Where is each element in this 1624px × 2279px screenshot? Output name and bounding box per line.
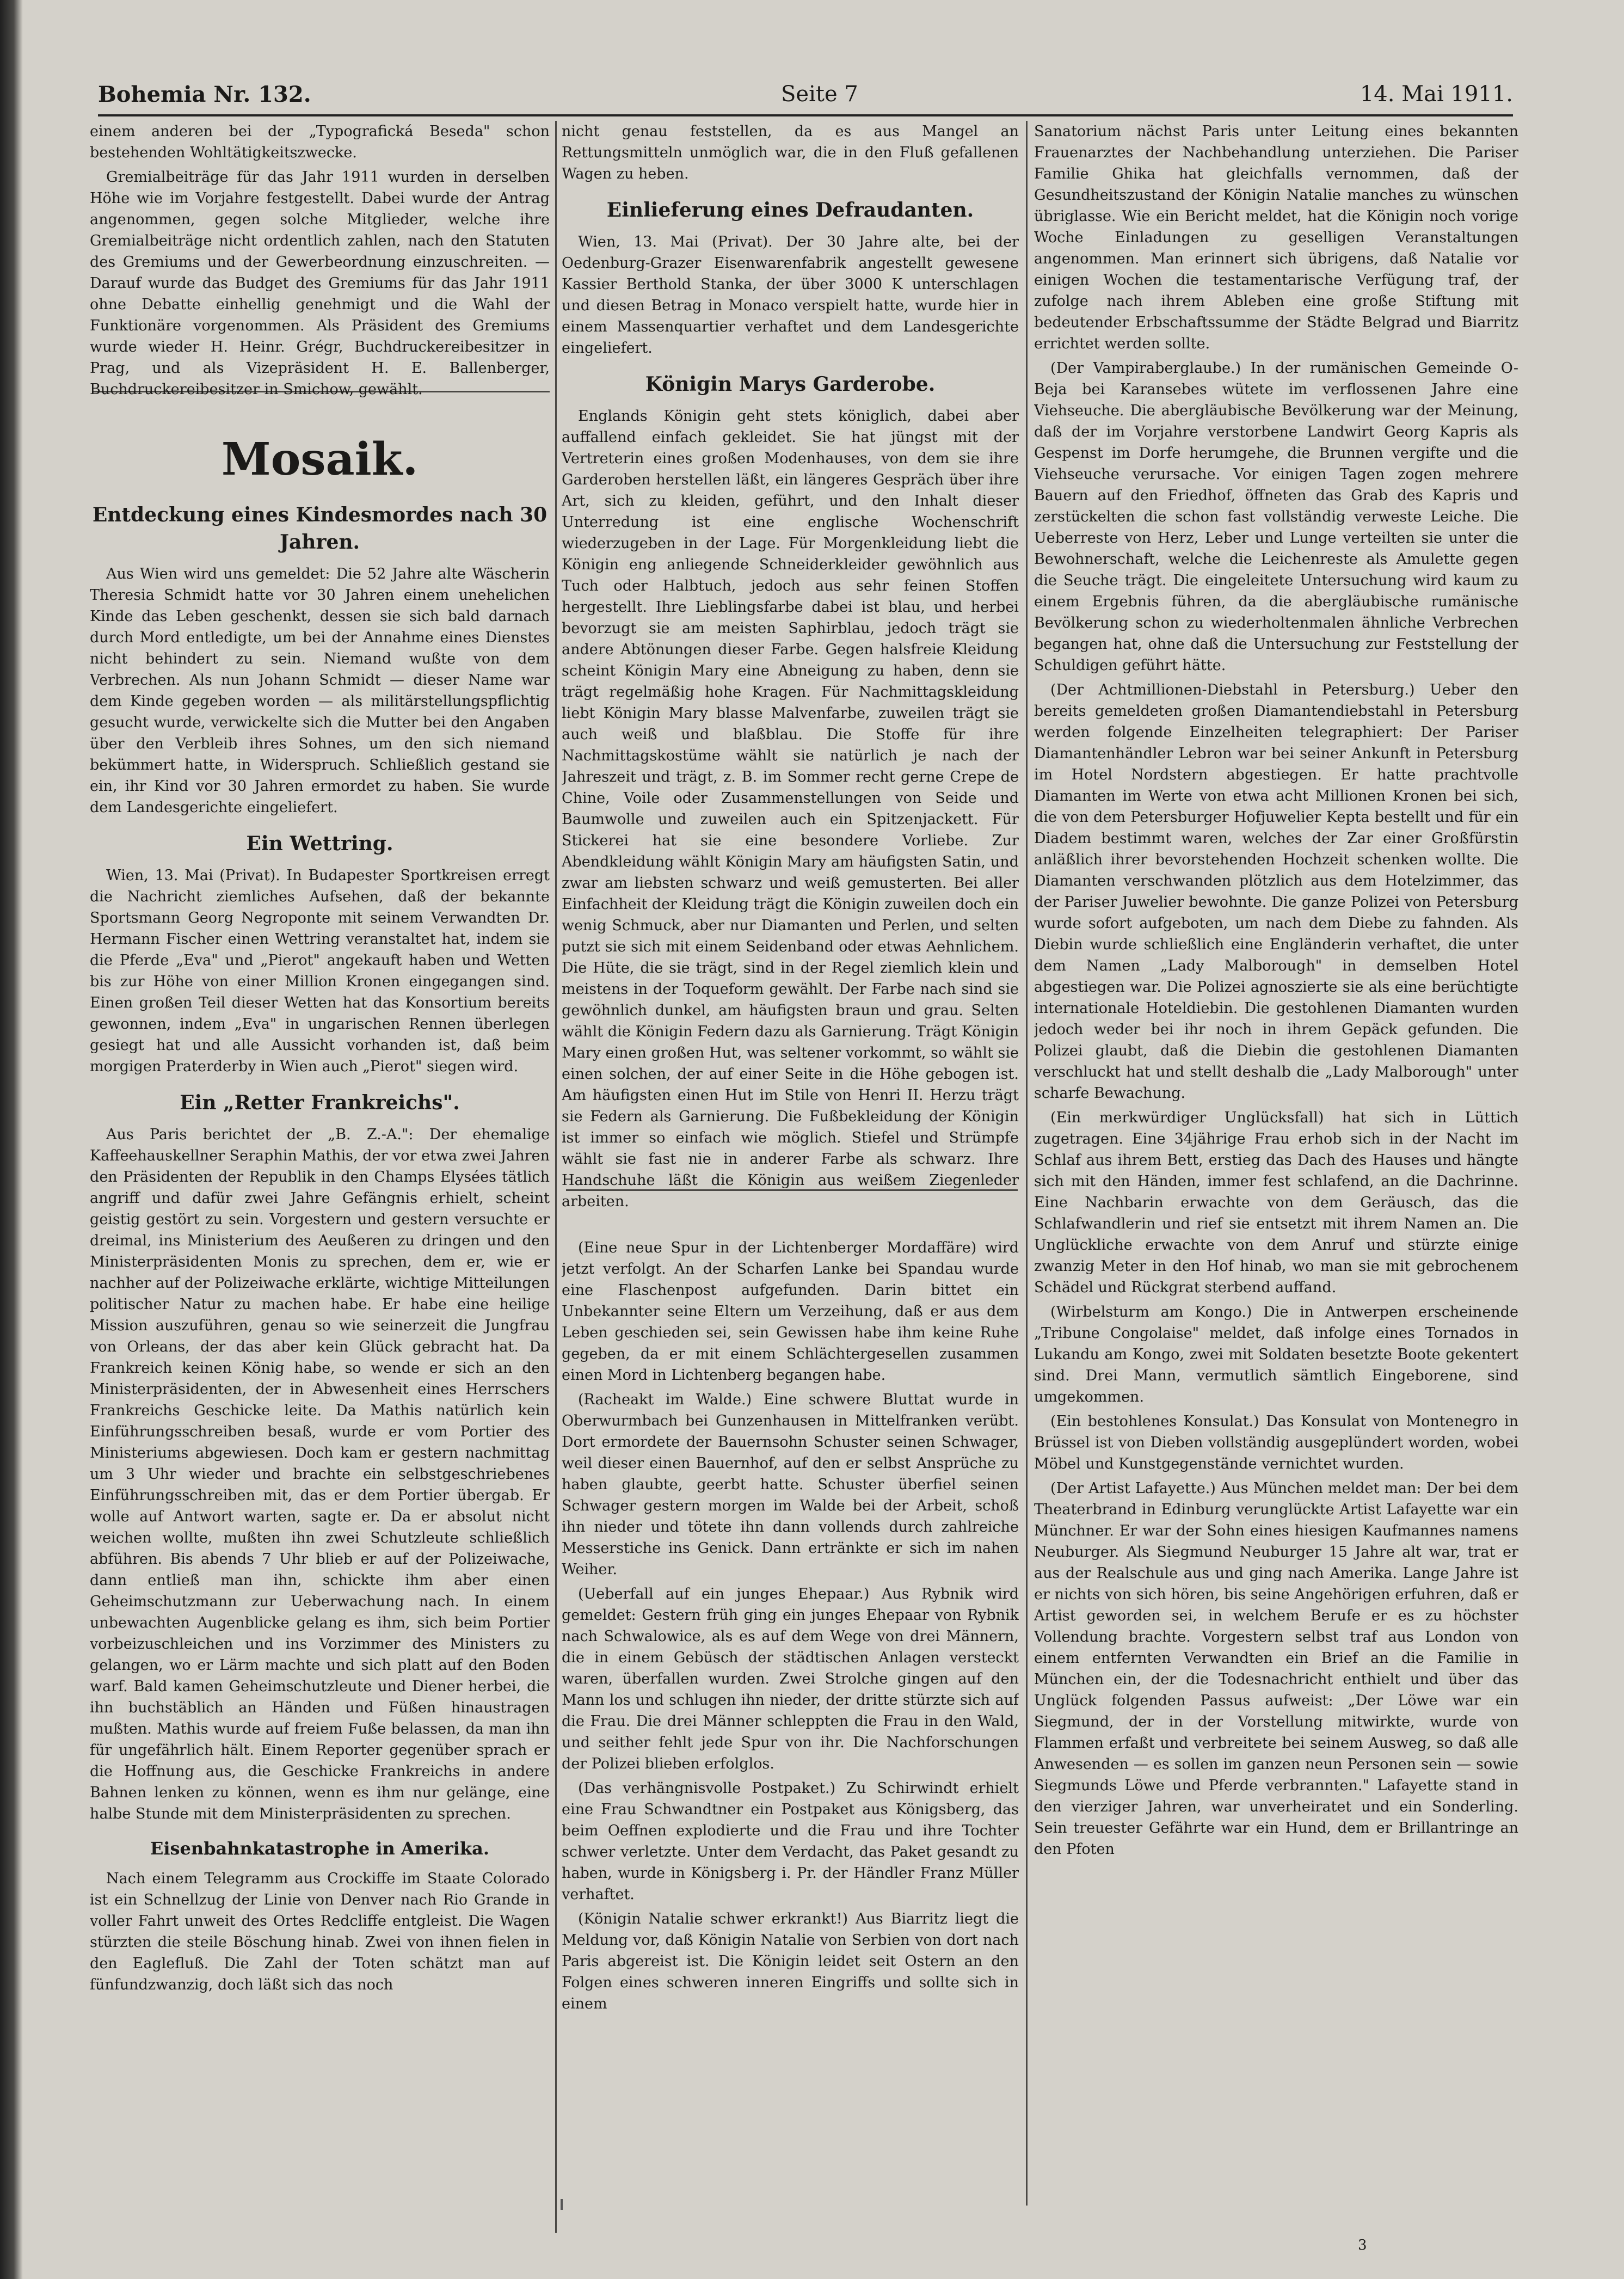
column-rule-1 <box>555 121 557 2233</box>
news-item: (Racheakt im Walde.) Eine schwere Bluttat wurde in Oberwurmbach bei Gunzenhausen in Mittelfranken verübt. Dort ermordete der Bauernsohn Schuster seinen Schwager, weil dieser einen Bauernhof, auf den er selbst Ansprüche zu haben glaubte, geerbt hatte. Schuster überfiel seinen Schwager gestern morgen im Walde bei der Arbeit, schoß ihn nieder und tötete ihn dann vollends durch zahlreiche Messerstiche ins Genick. Dann ertränkte er sich im nahen Weiher. <box>562 1391 1019 1578</box>
article-title-kindesmord: Entdeckung eines Kindesmordes nach 30 Jahren. <box>92 503 548 554</box>
page-number: Seite 7 <box>781 82 858 107</box>
article-kindesmord: Aus Wien wird uns gemeldet: Die 52 Jahre alte Wäscherin Theresia Schmidt hatte vor 30 Jahren einem unehelichen Kinde das Leben geschenkt, dessen sie sich bald darnach durch Mord entledigte, um bei der Annahme eines Dienstes nicht behindert zu sein. Niemand wußte von dem Verbrechen. Als nun Johann Schmidt — dieser Name war dem Kinde gegeben worden — als militärstellungspflichtig gesucht wurde, verwickelte sich die Mutter bei den Angaben über den Verbleib ihres Sohnes, um den sich niemand bekümmert hatte, in Widerspruch. Schließlich gestand sie ein, ihr Kind vor 30 Jahren ermordet zu haben. Sie wurde dem Landesgerichte eingeliefert. <box>90 566 550 816</box>
article-wettring: Wien, 13. Mai (Privat). In Budapester Sportkreisen erregt die Nachricht ziemliches Aufsehen, daß der bekannte Sportsmann Georg Negroponte mit seinem Verwandten Dr. Hermann Fischer einen Wettring veranstaltet hat, indem sie die Pferde „Eva" und „Pierot" angekauft haben und Wetten bis zur Höhe von einer Million Kronen eingegangen sind. Einen großen Teil dieser Wetten hat das Konsortium bereits gewonnen, indem „Eva" in ungarischen Rennen überlegen gesiegt hat und alle Aussicht vorhanden ist, daß beim morgigen Praterderby in Wien auch „Pierot" siegen wird. <box>90 867 550 1075</box>
article-title-defraudant: Einlieferung eines Defraudanten. <box>606 199 974 222</box>
issue-date: 14. Mai 1911. <box>1360 82 1513 107</box>
column-rule-2 <box>1026 121 1028 2206</box>
news-item: (Ueberfall auf ein junges Ehepaar.) Aus Rybnik wird gemeldet: Gestern früh ging ein junges Ehepaar von Rybnik nach Schwalowice, als es auf dem Wege von drei Männern, die in einem Gebüsch der städtischen Anlagen versteckt waren, überfallen wurden. Zwei Strolche gingen auf den Mann los und schlugen ihn nieder, der dritte stürzte sich auf die Frau. Die drei Männer schleppten die Frau in den Wald, und seither fehlt jede Spur von ihr. Die Nachforschungen der Polizei blieben erfolglos. <box>562 1586 1019 1772</box>
news-item: (Eine neue Spur in der Lichtenberger Mordaffäre) wird jetzt verfolgt. An der Scharfen Lanke bei Spandau wurde eine Flaschenpost aufgefunden. Darin bittet ein Unbekannter seine Eltern um Verzeihung, daß er aus dem Leben geschieden sei, sein Gewissen habe ihm keine Ruhe gegeben, da er mit einem Schlächtergesellen zusammen einen Mord in Lichtenberg begangen habe. <box>562 1239 1019 1384</box>
col1-intro-1: einem anderen bei der „Typografická Beseda" schon bestehenden Wohltätigkeitszwecke. <box>90 123 550 161</box>
article-title-retter: Ein „Retter Frankreichs". <box>180 1091 460 1114</box>
news-item: (Ein bestohlenes Konsulat.) Das Konsulat von Montenegro in Brüssel ist von Dieben vollständig ausgeplündert worden, wobei Möbel und Kunstgegenstände vernichtet wurden. <box>1034 1413 1518 1472</box>
article-garderobe: Englands Königin geht stets königlich, dabei aber auffallend einfach gekleidet. Sie hat jüngst mit der Vertreterin eines großen Modenhauses, von dem sie ihre Garderoben herstellen läßt, ein längeres Gespräch über ihre Art, sich zu kleiden, geführt, und den Inhalt dieser Unterredung ist eine englische Wochenschrift wiederzugeben in der Lage. Für Morgenkleidung liebt die Königin eng anliegende Schneiderkleider gewöhnlich aus Tuch oder Halbtuch, jedoch aus sehr feinen Stoffen hergestellt. Ihre Lieblingsfarbe dabei ist blau, und herbei bevorzugt sie am meisten Saphirblau, jedoch trägt sie andere Abtönungen dieser Farbe. Gegen halsfreie Kleidung scheint Königin Mary eine Abneigung zu haben, denn sie trägt regelmäßig hohe Kragen. Für Nachmittagskleidung liebt Königin Mary blasse Malvenfarbe, zuweilen trägt sie auch weiß und blaßblau. Die Stoffe für ihre Nachmittagskostüme wählt sie natürlich je nach der Jahreszeit und trägt, z. B. im Sommer recht gerne Crepe de Chine, Voile oder Zusammenstellungen von Seide und Baumwolle und zuweilen auch ein Spitzenjackett. Für Stickerei hat sie eine besondere Vorliebe. Zur Abendkleidung wählt Königin Mary am häufigsten Satin, und zwar am liebsten schwarz und weiß gemusterten. Bei aller Einfachheit der Kleidung trägt die Königin zuweilen doch ein wenig Schmuck, aber nur Diamanten und Perlen, und selten putzt sie sich mit einem Seidenband oder etwas Aehnlichem. Die Hüte, die sie trägt, sind in der Regel ziemlich klein und meistens in der Toqueform gewählt. Der Farbe nach sind sie gewöhnlich dunkel, am häufigsten braun und grau. Selten wählt die Königin Federn dazu als Garnierung. Trägt Königin Mary einen großen Hut, was seltener vorkommt, so wählt sie einen solchen, der auf einer Seite in die Höhe gebogen ist. Am häufigsten einen Hut im Stile von Henri II. Herzu trägt sie Federn als Garnierung. Die Fußbekleidung der Königin ist immer so einfach wie möglich. Stiefel und Strümpfe wählt sie fast nie in anderer Farbe als schwarz. Ihre Handschuhe läßt die Königin aus weißem Ziegenleder arbeiten. <box>562 408 1019 1210</box>
news-item: (Der Achtmillionen-Diebstahl in Petersburg.) Ueber den bereits gemeldeten großen Diamantendiebstahl in Petersburg werden folgende Einzelheiten telegraphiert: Der Pariser Diamantenhändler Lebron war bei seiner Ankunft in Petersburg im Hotel Nordstern abgestiegen. Er hatte prachtvolle Diamanten im Werte von etwa acht Millionen Kronen bei sich, die von dem Petersburger Hofjuwelier Kepta bestellt und für ein Diadem bestimmt waren, welches der Zar einer Großfürstin anläßlich ihrer bevorstehenden Hochzeit schenken wollte. Die Diamanten verschwanden plötzlich aus dem Hotelzimmer, das der Pariser Juwelier bewohnte. Die ganze Polizei von Petersburg wurde sofort aufgeboten, um nach dem Diebe zu fahnden. Als Diebin wurde schließlich eine Engländerin verhaftet, die unter dem Namen „Lady Malborough" in demselben Hotel abgestiegen war. Die Polizei agnoszierte sie als eine berüchtigte internationale Hoteldiebin. Die gestohlenen Diamanten wurden jedoch weder bei ihr noch in ihrem Gepäck gefunden. Die Polizei glaubt, daß die Diebin die gestohlenen Diamanten verschluckt hat und stellt deshalb die „Lady Malborough" unter scharfe Bewachung. <box>1034 681 1518 1102</box>
footer-mark: 3 <box>1358 2237 1367 2253</box>
article-retter: Aus Paris berichtet der „B. Z.-A.": Der ehemalige Kaffeehauskellner Seraphin Mathis, der vor etwa zwei Jahren den Präsidenten der Republik in den Champs Elysées tätlich angriff und dafür zwei Jahre Gefängnis erhielt, scheint geistig gestört zu sein. Vorgestern und gestern versuchte er dreimal, ins Ministerium des Aeußeren zu dringen und den Ministerpräsidenten Monis zu sprechen, dem er, wie er nachher auf der Polizeiwache erklärte, wichtige Mitteilungen politischer Natur zu machen habe. Er habe eine heilige Mission auszuführen, genau so wie seinerzeit die Jungfrau von Orleans, der das aber kein Glück gebracht hat. Da Frankreich keinen König habe, so wende er sich an den Ministerpräsidenten, der in Abwesenheit eines Herrschers Frankreichs Geschicke leite. Da Mathis natürlich kein Einführungsschreiben besaß, wurde er vom Portier des Ministeriums abgewiesen. Doch kam er gestern nachmittag um 3 Uhr wieder und brachte ein selbstgeschriebenes Einführungsschreiben mit, das er dem Portier übergab. Er wolle auf Antwort warten, sagte er. Da er absolut nicht weichen wollte, mußten ihn zwei Schutzleute schließlich abführen. Bis abends 7 Uhr blieb er auf der Polizeiwache, dann entließ man ihn, schickte ihm aber einen Geheimschutzmann zur Ueberwachung nach. In einem unbewachten Augenblicke gelang es ihm, sich beim Portier vorbeizuschleichen und ins Vorzimmer des Ministers zu gelangen, wo er Lärm machte und sich platt auf den Boden warf. Bald kamen Geheimschutzleute und Diener herbei, die ihn buchstäblich an Händen und Füßen hinaustragen mußten. Mathis wurde auf freiem Fuße belassen, da man ihn für ungefährlich hält. Einem Reporter gegenüber sprach er die Hoffnung aus, die Geschicke Frankreichs in andere Bahnen lenken zu können, wenn es ihm nur gelänge, eine halbe Stunde mit dem Ministerpräsidenten zu sprechen. <box>90 1126 550 1822</box>
col2-intro: nicht genau feststellen, da es aus Mangel an Rettungsmitteln unmöglich war, die in den Fluß gefallenen Wagen zu heben. <box>562 123 1019 182</box>
article-eisenbahn: Nach einem Telegramm aus Crockiffe im Staate Colorado ist ein Schnellzug der Linie von Denver nach Rio Grande in voller Fahrt unweit des Ortes Redcliffe entgleist. Die Wagen stürzten die steile Böschung hinab. Zwei von ihnen fielen in den Eaglefluß. Die Zahl der Toten schätzt man auf fünfundzwanzig, doch läßt sich das noch <box>90 1870 550 1993</box>
print-mark <box>561 2199 563 2210</box>
news-item: (Das verhängnisvolle Postpaket.) Zu Schirwindt erhielt eine Frau Schwandtner ein Postpaket aus Königsberg, das beim Oeffnen explodierte und die Frau und ihre Tochter schwer verletzte. Unter dem Verdacht, das Paket gesandt zu haben, wurde in Königsberg i. Pr. der Händler Franz Müller verhaftet. <box>562 1780 1019 1903</box>
article-title-eisenbahn: Eisenbahnkatastrophe in Amerika. <box>150 1838 490 1859</box>
newspaper-title: Bohemia Nr. 132. <box>98 82 311 107</box>
section-title-mosaik: Mosaik. <box>221 433 419 486</box>
column-2 <box>562 121 1019 2206</box>
article-defraudant: Wien, 13. Mai (Privat). Der 30 Jahre alte, bei der Oedenburg-Grazer Eisenwarenfabrik angestellt gewesene Kassier Berthold Stanka, der über 3000 K unterschlagen und diesen Betrag in Monaco verspielt hatte, wurde hier in einem Massenquartier verhaftet und dem Landesgerichte eingeliefert. <box>562 234 1019 357</box>
news-item: (Ein merkwürdiger Unglücksfall) hat sich in Lüttich zugetragen. Eine 34jährige Frau erhob sich in der Nacht im Schlaf aus ihrem Bett, erstieg das Dach des Hauses und hängte sich mit den Händen, immer fest schlafend, an die Dachrinne. Eine Nachbarin erwachte von dem Geräusch, das die Schlafwandlerin und rief sie entsetzt mit ihrem Namen an. Die Unglückliche erwachte von dem Anruf und stürzte einige zwanzig Meter in den Hof hinab, wo man sie mit gebrochenem Schädel und Rückgrat sterbend auffand. <box>1034 1109 1518 1296</box>
news-item: (Der Artist Lafayette.) Aus München meldet man: Der bei dem Theaterbrand in Edinburg verunglückte Artist Lafayette war ein Münchner. Er war der Sohn eines hiesigen Kaufmannes namens Neuburger. Als Siegmund Neuburger 15 Jahre alt war, trat er aus der Realschule aus und ging nach Amerika. Lange Jahre ist er nichts von sich hören, bis seine Angehörigen erfuhren, daß er Artist geworden sei, in welchem Berufe er es zu höchster Vollendung brachte. Vorgestern selbst traf aus London von einem entfernten Verwandten ein Brief an die Familie in München ein, der die Todesnachricht enthielt und über das Unglück folgenden Passus aufweist: „Der Löwe war ein Siegmund, der in der Vorstellung mitwirkte, wurde von Flammen erfaßt und verbreitete bei seinem Ausweg, so daß alle Anwesenden — es sollen im ganzen neun Personen sein — sowie Siegmunds Löwe und Pferde verbrannten." Lafayette stand in den vierziger Jahren, war unverheiratet und ein Sonderling. Sein treuester Gefährte war ein Hund, dem er Brillantringe an den Pfoten <box>1034 1480 1518 1858</box>
col3-intro: Sanatorium nächst Paris unter Leitung eines bekannten Frauenarztes der Nachbehandlung unterziehen. Die Pariser Familie Ghika hat gleichfalls vernommen, daß der Gesundheitszustand der Königin Natalie manches zu wünschen übriglasse. Wie ein Bericht meldet, hat die Königin noch vorige Woche Einladungen zu geselligen Veranstaltungen angenommen. Man erinnert sich übrigens, daß Natalie vor einigen Wochen die testamentarische Verfügung traf, der zufolge nach ihrem Ableben eine große Stiftung mit bedeutender Erbschaftssumme der Städte Belgrad und Biarritz errichtet werden sollte. <box>1034 123 1518 352</box>
column-1 <box>90 121 550 2222</box>
news-item: (Der Vampiraberglaube.) In der rumänischen Gemeinde O-Beja bei Karansebes wütete im verflossenen Jahre eine Viehseuche. Die abergläubische Bevölkerung war der Meinung, daß der im Vorjahre verstorbene Landwirt Georg Kapris als Gespenst im Dorfe herumgehe, die Brunnen vergifte und die Viehseuche verursache. Vor einigen Tagen zogen mehrere Bauern auf den Friedhof, öffneten das Grab des Kapris und zerstückelten die schon fast vollständig verweste Leiche. Die Ueberreste von Herz, Leber und Lunge verteilten sie unter die Bewohnerschaft, welche die Leichenreste als Amulette gegen die Seuche trägt. Die eingeleitete Untersuchung wird kaum zu einem Ergebnis führen, da die abergläubische rumänische Bevölkerung schon zu wiederholtenmalen ähnliche Verbrechen begangen hat, ohne daß die Untersuchung zur Feststellung der Schuldigen geführt hätte. <box>1034 360 1518 674</box>
col1-intro-2: Gremialbeiträge für das Jahr 1911 wurden in derselben Höhe wie im Vorjahre festgestellt. Dabei wurde der Antrag angenommen, gegen solche Mitglieder, welche ihre Gremialbeiträge nicht ordentlich zahlen, nach den Statuten des Gremiums und der Gewerbeordnung einzuschreiten. — Darauf wurde das Budget des Gremiums für das Jahr 1911 ohne Debatte einhellig genehmigt und die Wahl der Funktionäre vorgenommen. Als Präsident des Gremiums wurde wieder H. Heinr. Grégr, Buchdruckereibesitzer in Prag, und als Vizepräsident H. E. Ballenberger, Buchdruckereibesitzer in Smichow, gewählt. <box>90 169 550 398</box>
scan-edge <box>0 0 23 2279</box>
column-3 <box>1034 121 1518 2178</box>
article-title-garderobe: Königin Marys Garderobe. <box>645 373 936 396</box>
news-item: (Wirbelsturm am Kongo.) Die in Antwerpen erscheinende „Tribune Congolaise" meldet, daß infolge eines Tornados in Lukandu am Kongo, zwei mit Soldaten besetzte Boote gekentert sind. Drei Mann, vermutlich sämtlich Eingeborene, sind umgekommen. <box>1034 1304 1518 1405</box>
news-item: (Königin Natalie schwer erkrankt!) Aus Biarritz liegt die Meldung vor, daß Königin Natalie von Serbien von dort nach Paris abgereist ist. Die Königin leidet seit Ostern an den Folgen eines schweren inneren Eingriffs und sollte sich in einem <box>562 1911 1019 2012</box>
article-title-wettring: Ein Wettring. <box>246 832 393 855</box>
page-header <box>98 71 1513 116</box>
